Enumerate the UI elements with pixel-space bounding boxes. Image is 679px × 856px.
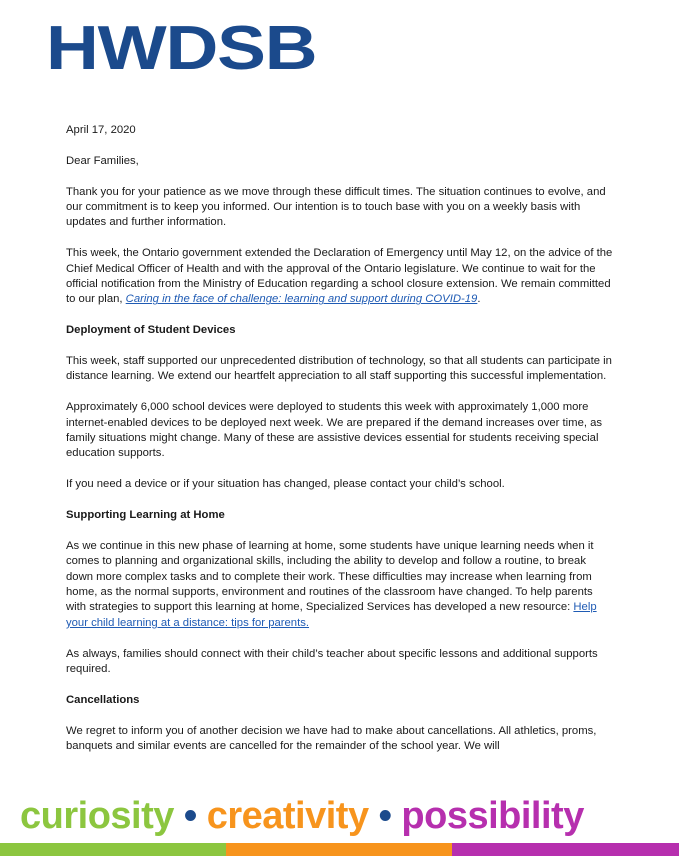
footer-bar-orange [226, 843, 452, 856]
paragraph-learning-needs-text: As we continue in this new phase of learning at home, some students have unique learning needs when it comes to planning and organizational skills, including the ability to develop and follow a routine, to break down more complex tasks and to complete their work. These difficulties may increase when learning from home, as the normal supports, environment and routines of the classroom have changed. To help parents with strategies to support this learning at home, Specialized Services has developed a new resource: [66, 539, 594, 614]
slogan-possibility: possibility [401, 795, 584, 837]
slogan-bullet: • [378, 795, 392, 837]
caring-plan-link[interactable]: Caring in the face of challenge: learning and support during COVID-19 [125, 293, 478, 306]
heading-cancellations: Cancellations [66, 693, 140, 706]
footer-banner [0, 794, 679, 856]
paragraph-distribution: This week, staff supported our unprecedented distribution of technology, so that all students can participate in distance learning. We extend our heartfelt appreciation to all staff supporting this successful implementation. [66, 355, 612, 383]
slogan-bullet: • [183, 795, 197, 837]
paragraph-emergency-end: . [477, 293, 481, 306]
paragraph-connect-teacher: As always, families should connect with their child’s teacher about specific lessons and additional supports required. [66, 647, 598, 676]
paragraph-intro: Thank you for your patience as we move through these difficult times. The situation continues to evolve, and our commitment is to keep you informed. Our intention is to touch base with you on a weekly basis with updates and further information. [66, 185, 606, 229]
footer-bar-purple [452, 843, 679, 856]
letter-body [66, 123, 614, 770]
tips-for-parents-link[interactable]: Help your child learning at a distance: tips for parents. [66, 601, 597, 629]
slogan-creativity: creativity [206, 795, 369, 837]
paragraph-contact-school: If you need a device or if your situation has changed, please contact your child’s school. [66, 478, 505, 491]
footer-bar-green [0, 843, 226, 856]
paragraph-devices-count: Approximately 6,000 school devices were deployed to students this week with approximately 1,000 more internet-enabled devices to be deployed next week. We are prepared if the demand increases over time, as family situations might change. Many of these are assistive devices essential for students receiving special education supports. [66, 401, 603, 460]
hwdsb-logo: HWDSB [46, 14, 317, 83]
paragraph-emergency-text: This week, the Ontario government extended the Declaration of Emergency until May 12, on the advice of the Chief Medical Officer of Health and with the approval of the Ontario legislature. We continue to wait for the official notification from the Ministry of Education regarding a school closure extension. We remain committed to our plan, [66, 247, 613, 306]
letter-date: April 17, 2020 [66, 124, 136, 136]
letter-greeting: Dear Families, [66, 154, 139, 167]
heading-deployment: Deployment of Student Devices [66, 324, 236, 337]
footer-slogan [20, 794, 584, 838]
heading-supporting-learning: Supporting Learning at Home [66, 509, 225, 522]
paragraph-emergency [66, 246, 614, 308]
paragraph-learning-needs [66, 539, 614, 631]
slogan-curiosity: curiosity [20, 795, 174, 837]
paragraph-cancellations: We regret to inform you of another decision we have had to make about cancellations. All athletics, proms, banquets and similar events are cancelled for the remainder of the school year. We will [66, 724, 597, 753]
